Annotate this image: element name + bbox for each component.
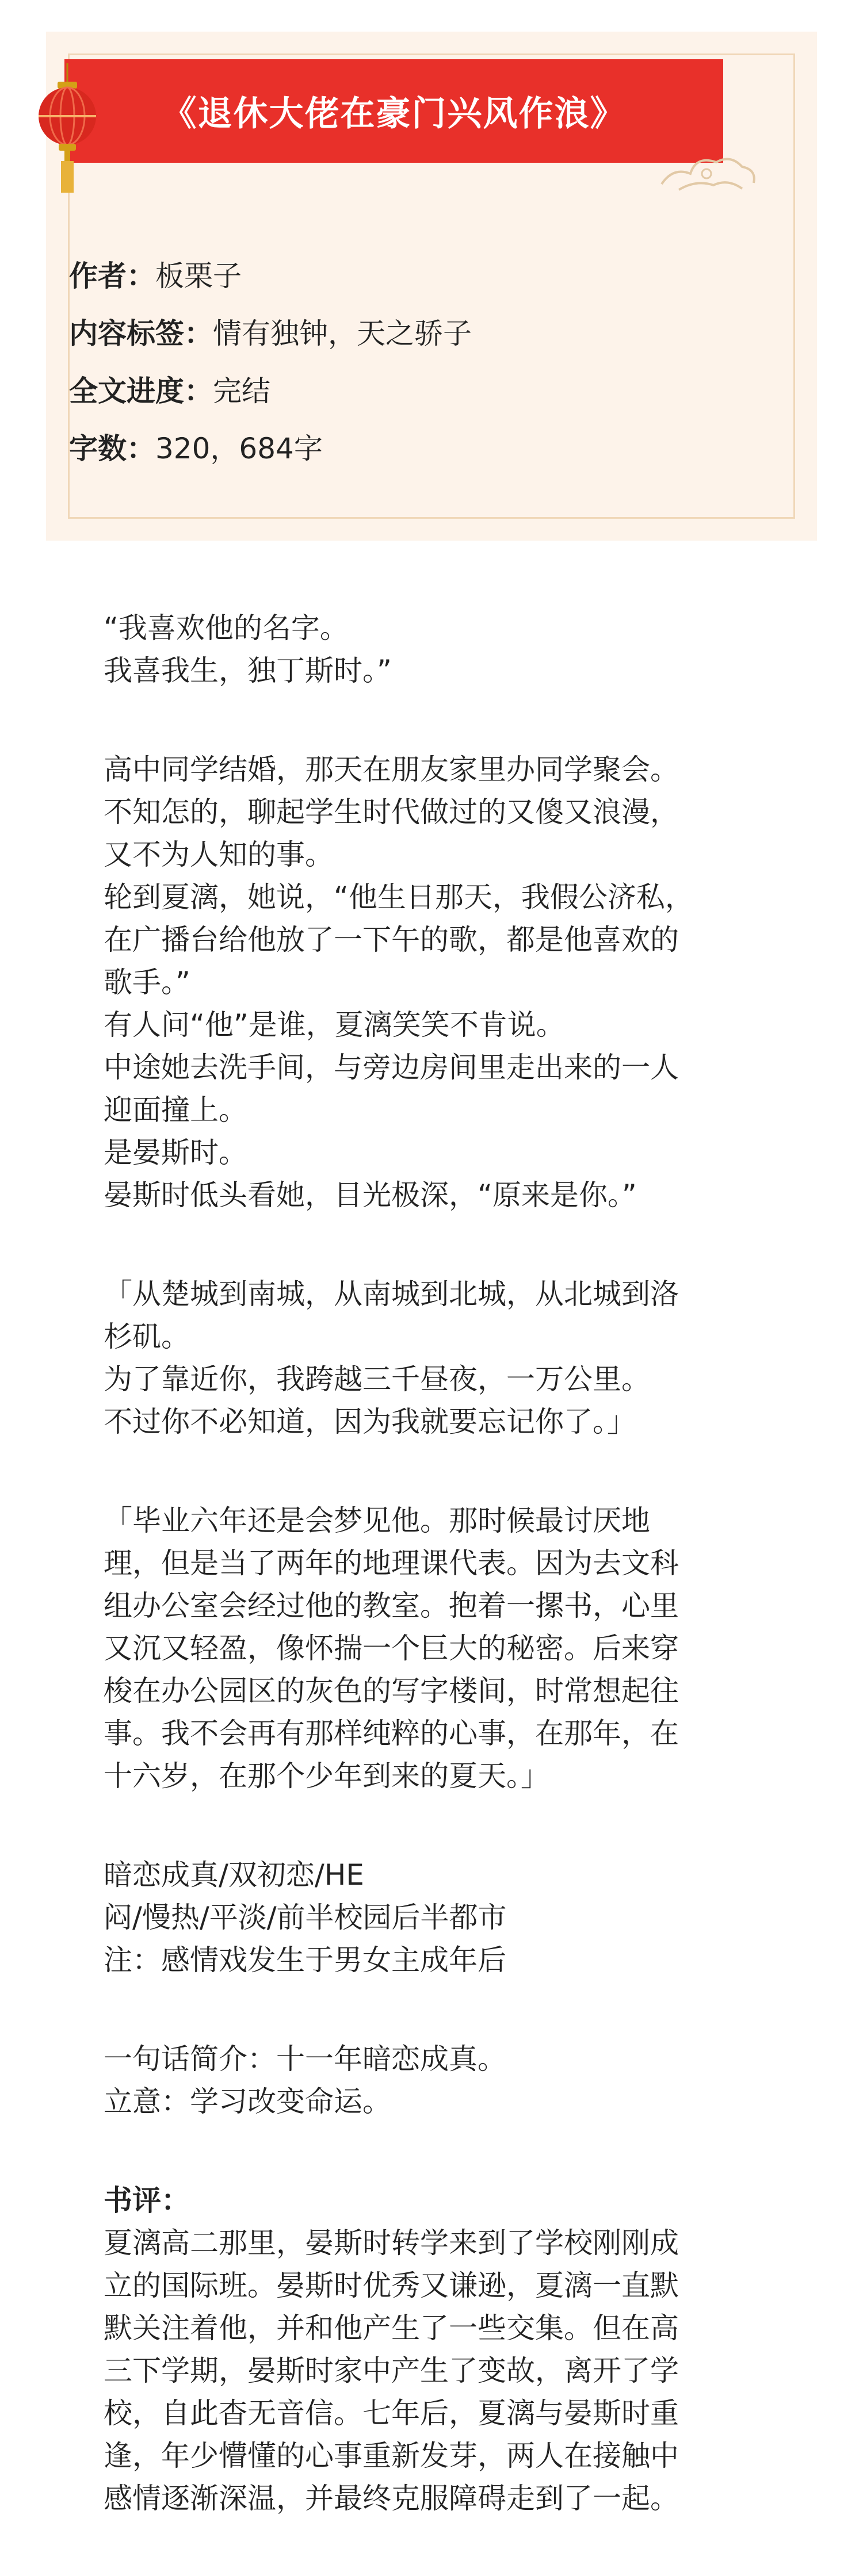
text-line: 又沉又轻盈，像怀揣一个巨大的秘密。后来穿 <box>104 1632 679 1665</box>
review-heading: 书评： <box>104 2184 190 2217</box>
text-line: 为了靠近你，我跨越三千昼夜，一万公里。 <box>104 1362 650 1396</box>
review-section <box>104 2179 771 2520</box>
title-banner <box>64 59 723 163</box>
book-meta <box>69 247 702 477</box>
bracket-quote-paragraph <box>104 1499 771 1797</box>
text-line: 梭在办公园区的灰色的写字楼间，时常想起往 <box>104 1674 679 1708</box>
text-line: 立意：学习改变命运。 <box>104 2085 391 2118</box>
text-line: 不知怎的，聊起学生时代做过的又傻又浪漫， <box>104 795 679 829</box>
text-line: 夏漓高二那里，晏斯时转学来到了学校刚刚成 <box>104 2226 679 2260</box>
text-line: 暗恋成真/双初恋/HE <box>104 1858 364 1892</box>
text-line: 逢，年少懵懂的心事重新发芽，两人在接触中 <box>104 2439 679 2472</box>
text-line: 又不为人知的事。 <box>104 838 334 871</box>
text-line: 我喜我生，独丁斯时。” <box>104 654 392 687</box>
text-line: 有人问“他”是谁，夏漓笑笑不肯说。 <box>104 1008 565 1042</box>
text-line: 理，但是当了两年的地理课代表。因为去文科 <box>104 1547 679 1580</box>
text-line: 迎面撞上。 <box>104 1093 247 1127</box>
text-line: 轮到夏漓，她说，“他生日那天，我假公济私， <box>104 881 694 914</box>
text-line: 杉矶。 <box>104 1320 190 1353</box>
text-line: 高中同学结婚，那天在朋友家里办同学聚会。 <box>104 753 679 786</box>
text-line: 感情逐渐深温，并最终克服障碍走到了一起。 <box>104 2482 679 2515</box>
text-line: 晏斯时低头看她，目光极深，“原来是你。” <box>104 1178 637 1212</box>
text-line: 三下学期，晏斯时家中产生了变故，离开了学 <box>104 2354 679 2387</box>
meta-word-count <box>69 420 702 477</box>
text-line: 不过你不必知道，因为我就要忘记你了。」 <box>104 1405 636 1438</box>
text-line: 中途她去洗手间，与旁边房间里走出来的一人 <box>104 1051 679 1084</box>
meta-progress-value: 完结 <box>213 374 270 408</box>
text-line: 注：感情戏发生于男女主成年后 <box>104 1943 506 1977</box>
text-line: 事。我不会再有那样纯粹的心事，在那年，在 <box>104 1717 679 1750</box>
text-line: 闷/慢热/平淡/前半校园后半都市 <box>104 1901 507 1934</box>
book-title: 《退休大佬在豪门兴风作浪》 <box>162 94 626 134</box>
text-line: 「从楚城到南城，从南城到北城，从北城到洛 <box>104 1277 679 1311</box>
bracket-quote-paragraph <box>104 1273 771 1443</box>
meta-tags-value: 情有独钟，天之骄子 <box>213 317 472 350</box>
text-line: 校，自此杳无音信。七年后，夏漓与晏斯时重 <box>104 2397 679 2430</box>
summary-paragraph <box>104 2038 771 2123</box>
text-line: 默关注着他，并和他产生了一些交集。但在高 <box>104 2311 679 2345</box>
meta-tags <box>69 305 702 362</box>
lantern-icon <box>36 63 99 196</box>
text-line: 「毕业六年还是会梦见他。那时候最讨厌地 <box>104 1504 650 1537</box>
text-line: 一句话简介：十一年暗恋成真。 <box>104 2042 506 2076</box>
meta-tags-key: 内容标签： <box>69 317 213 350</box>
meta-word-count-value: 320，684字 <box>155 432 323 465</box>
meta-author-value: 板栗子 <box>155 259 242 293</box>
meta-author <box>69 247 702 305</box>
meta-progress-key: 全文进度： <box>69 374 213 408</box>
text-line: 组办公室会经过他的教室。抱着一摞书，心里 <box>104 1589 679 1622</box>
text-line: 十六岁，在那个少年到来的夏天。」 <box>104 1759 549 1793</box>
text-line: 歌手。” <box>104 966 190 999</box>
text-line: “我喜欢他的名字。 <box>104 611 349 645</box>
text-line: 在广播台给他放了一下午的歌，都是他喜欢的 <box>104 923 679 956</box>
cloud-icon <box>656 144 759 196</box>
post-body <box>104 607 771 2576</box>
text-line: 是晏斯时。 <box>104 1136 247 1169</box>
meta-word-count-key: 字数： <box>69 432 155 465</box>
story-paragraph <box>104 748 771 1216</box>
meta-author-key: 作者： <box>69 259 155 293</box>
text-line: 立的国际班。晏斯时优秀又谦逊，夏漓一直默 <box>104 2269 679 2302</box>
quote-paragraph <box>104 607 771 692</box>
tags-paragraph <box>104 1854 771 1981</box>
meta-progress <box>69 362 702 420</box>
